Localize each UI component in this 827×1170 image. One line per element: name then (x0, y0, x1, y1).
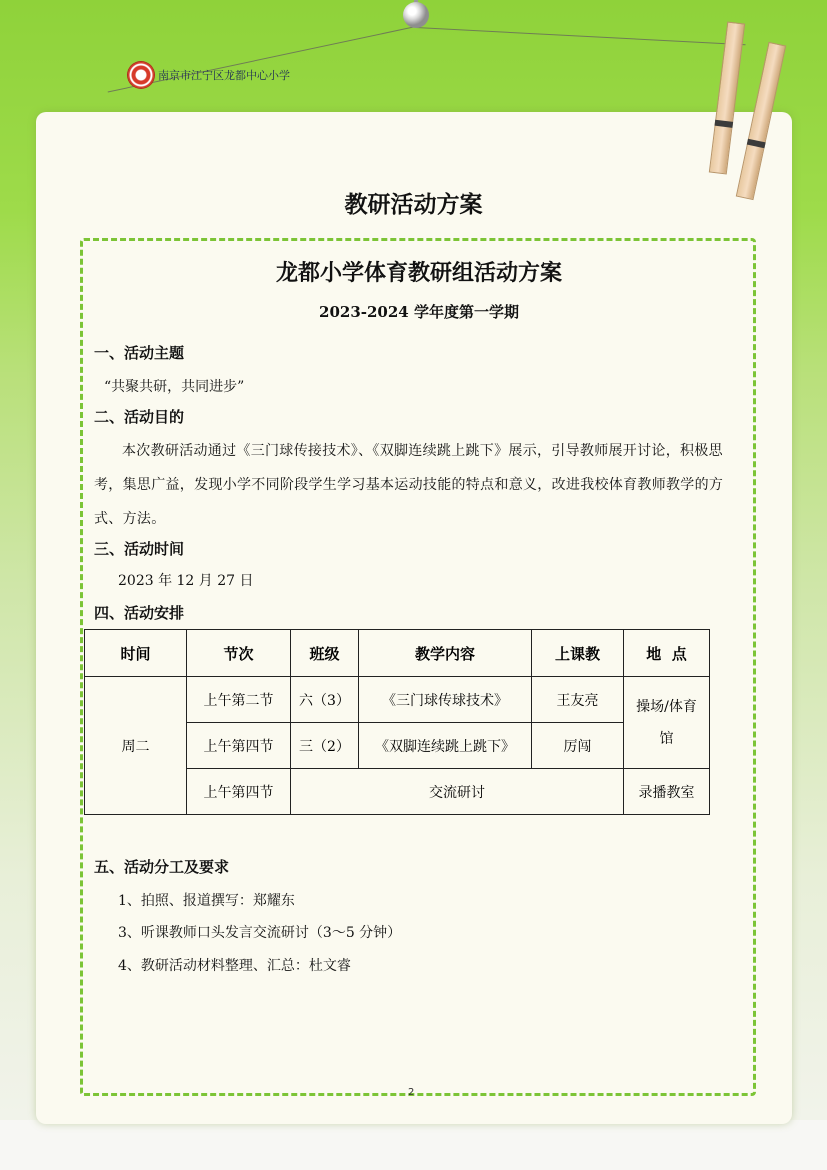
schedule-table (84, 629, 710, 815)
table-cell-period: 上午第四节 (187, 723, 291, 769)
school-header (128, 62, 290, 88)
duty-item: 4、教研活动材料整理、汇总：杜文睿 (118, 958, 351, 974)
school-name: 南京市江宁区龙都中心小学 (158, 70, 290, 82)
bottom-area (0, 1120, 827, 1170)
table-row (85, 677, 710, 723)
table-header-cell: 时间 (85, 630, 187, 677)
section-text-theme: “共聚共研，共同进步” (104, 379, 245, 395)
page-number: 2 (408, 1087, 415, 1098)
table-cell-class: 三（2） (291, 723, 359, 769)
table-cell-merged: 交流研讨 (291, 769, 624, 815)
table-cell-location: 录播教室 (624, 769, 710, 815)
section-heading-purpose: 二、活动目的 (94, 408, 185, 426)
table-cell-content: 《三门球传球技术》 (359, 677, 532, 723)
section-heading-schedule: 四、活动安排 (94, 604, 185, 622)
table-cell-content: 《双脚连续跳上跳下》 (359, 723, 532, 769)
hanging-string (416, 27, 746, 45)
table-cell-day: 周二 (85, 677, 187, 815)
section-heading-duties: 五、活动分工及要求 (94, 858, 230, 876)
section-heading-theme: 一、活动主题 (94, 344, 185, 362)
table-cell-teacher: 厉闯 (532, 723, 624, 769)
duty-item: 1、拍照、报道撰写：郑耀东 (118, 893, 295, 909)
table-cell-period: 上午第四节 (187, 769, 291, 815)
school-logo-icon (128, 62, 154, 88)
table-cell-teacher: 王友亮 (532, 677, 624, 723)
table-cell-location: 操场/体育馆 (624, 677, 710, 769)
table-header-cell: 班级 (291, 630, 359, 677)
section-text-purpose: 本次教研活动通过《三门球传接技术》、《双脚连续跳上跳下》展示，引导教师展开讨论，积极思考，集思广益，发现小学不同阶段学生学习基本运动技能的特点和意义，改进我校体育教师教学的方式、方法。 (94, 443, 724, 527)
table-header-cell: 节次 (187, 630, 291, 677)
table-header-cell: 上课教 (532, 630, 624, 677)
document-title: 龙都小学体育教研组活动方案 (275, 260, 562, 286)
duty-item: 3、听课教师口头发言交流研讨（3～5 分钟） (118, 925, 402, 941)
section-heading-time: 三、活动时间 (94, 540, 185, 558)
push-pin-icon (403, 2, 429, 28)
page-heading: 教研活动方案 (344, 191, 483, 218)
section-text-time: 2023 年 12 月 27 日 (118, 573, 254, 589)
table-header-row (85, 630, 710, 677)
table-cell-class: 六（3） (291, 677, 359, 723)
table-cell-period: 上午第二节 (187, 677, 291, 723)
document-term: 2023-2024 学年度第一学期 (319, 303, 519, 321)
table-header-cell: 地 点 (624, 630, 710, 677)
table-header-cell: 教学内容 (359, 630, 532, 677)
